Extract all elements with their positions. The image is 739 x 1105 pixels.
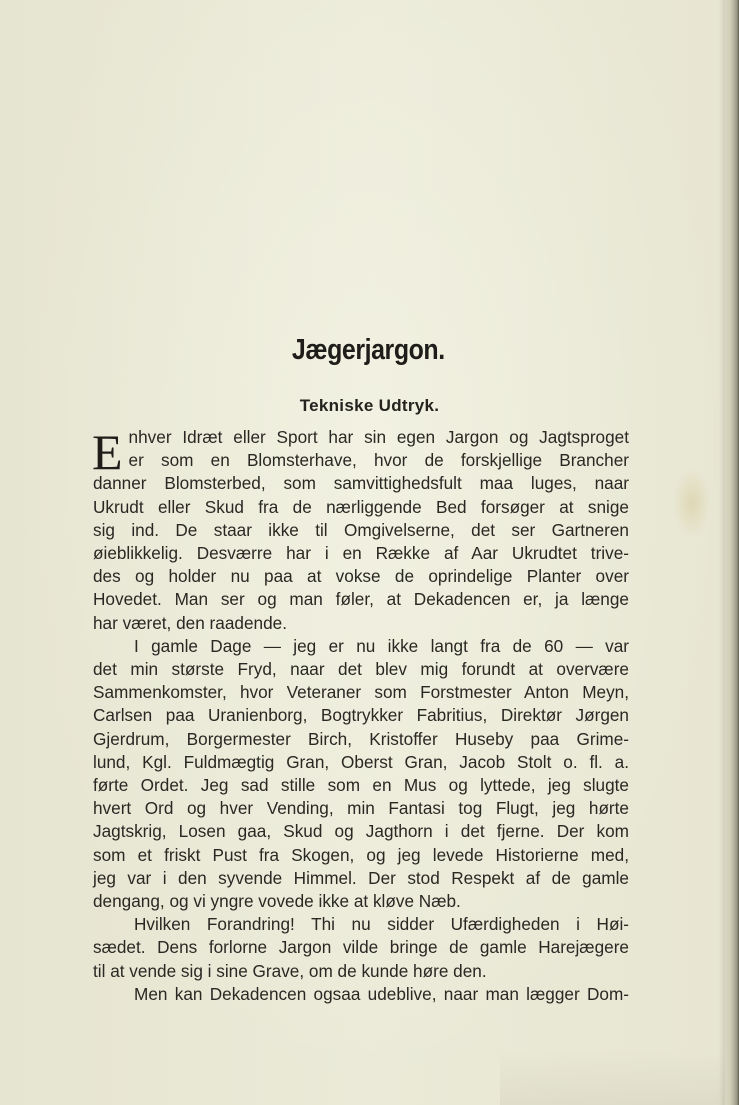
text-line: hvert Ord og hver Vending, min Fantasi tog Flugt, jeg hørte xyxy=(93,798,629,819)
text-line: Hvilken Forandring! Thi nu sidder Ufærdigheden i Høi- xyxy=(134,914,629,935)
text-line: som et friskt Pust fra Skogen, og jeg levede Historierne med, xyxy=(93,844,629,865)
text-line: Men kan Dekadencen ogsaa udeblive, naar man lægger Dom- xyxy=(134,983,629,1004)
text-line: har været, den raadende. xyxy=(93,612,287,633)
text-line: I gamle Dage — jeg er nu ikke langt fra de 60 — var xyxy=(134,635,629,656)
paragraph-2 xyxy=(93,635,629,913)
text-line: sædet. Dens forlorne Jargon vilde bringe de gamle Harejægere xyxy=(93,937,629,958)
text-line: nhver Idræt eller Sport har sin egen Jargon og Jagtsproget xyxy=(128,427,629,447)
text-line: danner Blomsterbed, som samvittighedsfult maa luges, naar xyxy=(93,473,629,494)
paragraph-4 xyxy=(93,983,629,1006)
text-line: lund, Kgl. Fuldmægtig Gran, Oberst Gran, Jacob Stolt o. fl. a. xyxy=(93,751,629,772)
text-line: førte Ordet. Jeg sad stille som en Mus og lyttede, jeg slugte xyxy=(93,775,629,796)
text-line: dengang, og vi yngre vovede ikke at kløve Næb. xyxy=(93,891,461,912)
text-line: Carlsen paa Uranienborg, Bogtrykker Fabritius, Direktør Jørgen xyxy=(93,705,629,726)
text-line: det min største Fryd, naar det blev mig forundt at overvære xyxy=(93,659,629,680)
chapter-title: Jægerjargon. xyxy=(291,334,445,366)
paragraph-3 xyxy=(93,913,629,983)
text-line: Jagtskrig, Losen gaa, Skud og Jagthorn i det fjerne. Der kom xyxy=(93,821,629,842)
paper-stain xyxy=(673,468,711,538)
text-line: Hovedet. Man ser og man føler, at Dekadencen er, ja længe xyxy=(93,589,629,610)
text-line: sig ind. De staar ikke til Omgivelserne, det ser Gartneren xyxy=(93,519,629,540)
text-line: øieblikkelig. Desværre har i en Række af Aar Ukrudtet trive- xyxy=(93,543,629,564)
book-spine-edge xyxy=(725,0,739,1105)
text-line: des og holder nu paa at vokse de oprindelige Planter over xyxy=(93,566,629,587)
text-line: Sammenkomster, hvor Veteraner som Forstmester Anton Meyn, xyxy=(93,682,629,703)
text-line: Ukrudt eller Skud fra de nærliggende Bed forsøger at snige xyxy=(93,496,629,517)
text-line: til at vende sig i sine Grave, om de kunde høre den. xyxy=(93,960,487,981)
body-text xyxy=(93,426,629,1006)
text-line: Gjerdrum, Borgermester Birch, Kristoffer Huseby paa Grime- xyxy=(93,728,629,749)
text-line: er som en Blomsterhave, hvor de forskjellige Brancher xyxy=(128,450,629,471)
drop-cap: E xyxy=(92,424,123,480)
chapter-subtitle: Tekniske Udtryk. xyxy=(299,396,440,415)
paragraph-1 xyxy=(93,426,629,635)
page-shadow xyxy=(500,1050,725,1105)
text-line: jeg var i den syvende Himmel. Der stod Respekt af de gamle xyxy=(93,867,629,888)
